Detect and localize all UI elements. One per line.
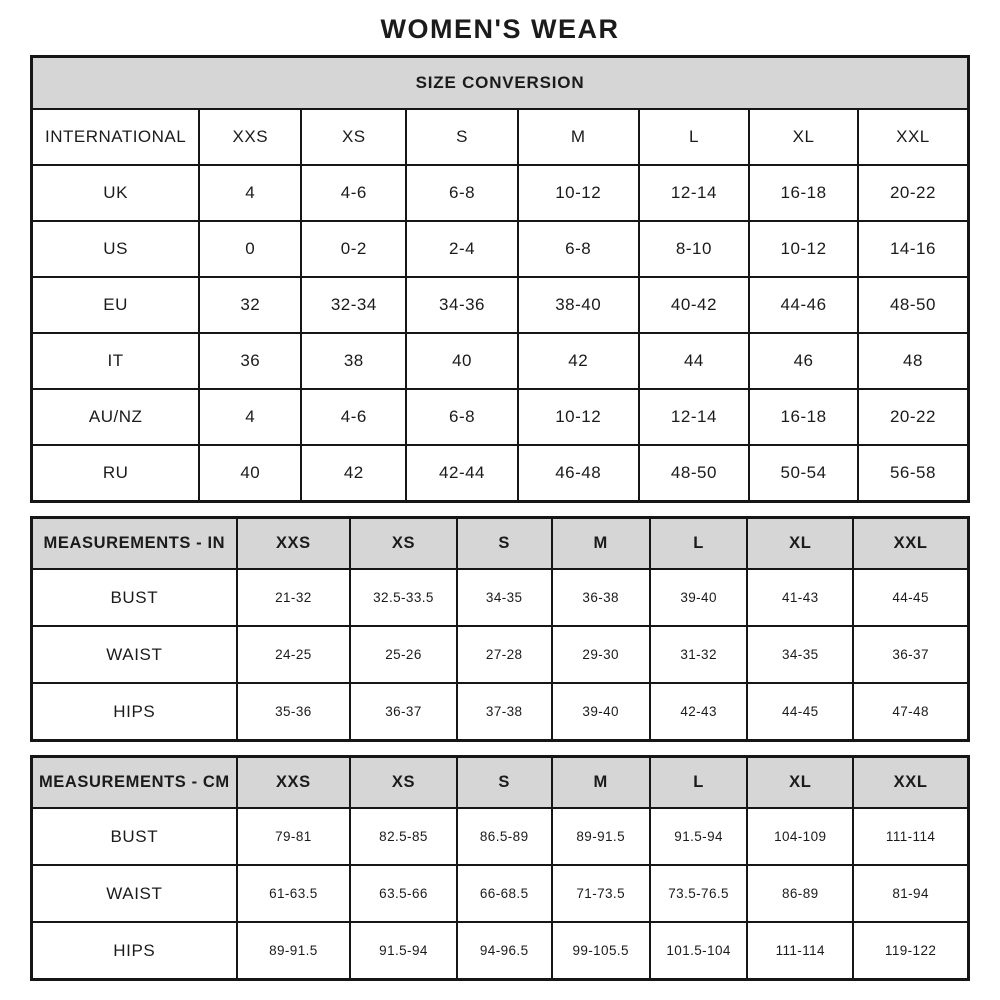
size-cell: 32 (199, 277, 301, 333)
col-header-m: M (518, 109, 639, 165)
size-cell: 38 (301, 333, 406, 389)
measure-cell: 81-94 (853, 865, 968, 922)
measure-cell: 37-38 (457, 683, 552, 741)
measurements-cm-table (30, 755, 970, 981)
measure-cell: 86-89 (747, 865, 853, 922)
measure-cell: 79-81 (237, 808, 350, 865)
col-header-international: INTERNATIONAL (32, 109, 200, 165)
table-row-it (32, 333, 969, 389)
col-header-s: S (406, 109, 518, 165)
size-cell: 42-44 (406, 445, 518, 502)
col-header-l: L (650, 757, 747, 809)
table-row-waist-cm (32, 865, 969, 922)
size-cell: 0-2 (301, 221, 406, 277)
measure-cell: 82.5-85 (350, 808, 457, 865)
col-header-xxs: XXS (237, 757, 350, 809)
measure-cell: 86.5-89 (457, 808, 552, 865)
size-cell: 40-42 (639, 277, 750, 333)
measure-cell: 35-36 (237, 683, 350, 741)
measure-cell: 71-73.5 (552, 865, 650, 922)
page-title: WOMEN'S WEAR (380, 14, 620, 44)
col-header-xs: XS (350, 518, 457, 570)
measure-cell: 73.5-76.5 (650, 865, 747, 922)
row-label-ru: RU (32, 445, 200, 502)
size-cell: 46-48 (518, 445, 639, 502)
row-label-aunz: AU/NZ (32, 389, 200, 445)
size-cell: 20-22 (858, 389, 969, 445)
size-cell: 4-6 (301, 389, 406, 445)
size-cell: 20-22 (858, 165, 969, 221)
col-header-s: S (457, 757, 552, 809)
size-cell: 50-54 (749, 445, 858, 502)
row-label-bust: BUST (32, 808, 237, 865)
measure-cell: 94-96.5 (457, 922, 552, 980)
table-row-hips-cm (32, 922, 969, 980)
measure-cell: 91.5-94 (350, 922, 457, 980)
size-cell: 46 (749, 333, 858, 389)
col-header-xl: XL (747, 518, 853, 570)
column-header-row (32, 109, 969, 165)
size-cell: 4-6 (301, 165, 406, 221)
row-label-hips: HIPS (32, 683, 237, 741)
measure-cell: 39-40 (552, 683, 650, 741)
measure-cell: 36-38 (552, 569, 650, 626)
measure-cell: 34-35 (457, 569, 552, 626)
size-cell: 42 (301, 445, 406, 502)
size-cell: 42 (518, 333, 639, 389)
row-label-uk: UK (32, 165, 200, 221)
row-label-hips: HIPS (32, 922, 237, 980)
size-conversion-table (30, 55, 970, 503)
size-cell: 40 (406, 333, 518, 389)
col-header-xs: XS (350, 757, 457, 809)
measure-cell: 24-25 (237, 626, 350, 683)
measure-cell: 66-68.5 (457, 865, 552, 922)
measure-cell: 36-37 (853, 626, 968, 683)
row-label-eu: EU (32, 277, 200, 333)
measure-cell: 89-91.5 (237, 922, 350, 980)
measure-cell: 61-63.5 (237, 865, 350, 922)
row-label-waist: WAIST (32, 865, 237, 922)
table-row-bust-in (32, 569, 969, 626)
measure-cell: 101.5-104 (650, 922, 747, 980)
size-cell: 0 (199, 221, 301, 277)
size-cell: 8-10 (639, 221, 750, 277)
row-label-bust: BUST (32, 569, 237, 626)
measure-cell: 44-45 (747, 683, 853, 741)
measurements-cm-header: MEASUREMENTS - CM (32, 757, 237, 809)
measure-cell: 111-114 (747, 922, 853, 980)
table-row-eu (32, 277, 969, 333)
measure-cell: 47-48 (853, 683, 968, 741)
table-row-bust-cm (32, 808, 969, 865)
table-row-hips-in (32, 683, 969, 741)
measure-cell: 63.5-66 (350, 865, 457, 922)
size-cell: 10-12 (518, 389, 639, 445)
row-label-waist: WAIST (32, 626, 237, 683)
size-cell: 4 (199, 389, 301, 445)
measurements-in-table (30, 516, 970, 742)
size-cell: 10-12 (749, 221, 858, 277)
size-cell: 32-34 (301, 277, 406, 333)
size-cell: 44-46 (749, 277, 858, 333)
col-header-xxs: XXS (237, 518, 350, 570)
size-cell: 16-18 (749, 389, 858, 445)
col-header-m: M (552, 757, 650, 809)
table-row-aunz (32, 389, 969, 445)
measurements-cm-header-row (32, 757, 969, 809)
size-cell: 10-12 (518, 165, 639, 221)
row-label-us: US (32, 221, 200, 277)
measure-cell: 25-26 (350, 626, 457, 683)
col-header-l: L (650, 518, 747, 570)
col-header-m: M (552, 518, 650, 570)
size-cell: 6-8 (406, 165, 518, 221)
measure-cell: 29-30 (552, 626, 650, 683)
size-cell: 48 (858, 333, 969, 389)
row-label-it: IT (32, 333, 200, 389)
size-cell: 6-8 (406, 389, 518, 445)
col-header-xl: XL (749, 109, 858, 165)
measure-cell: 119-122 (853, 922, 968, 980)
table-row-ru (32, 445, 969, 502)
size-conversion-header: SIZE CONVERSION (32, 57, 969, 110)
page-container (30, 0, 970, 981)
measure-cell: 27-28 (457, 626, 552, 683)
size-cell: 56-58 (858, 445, 969, 502)
measure-cell: 39-40 (650, 569, 747, 626)
size-cell: 4 (199, 165, 301, 221)
measurements-in-header-row (32, 518, 969, 570)
table-row-waist-in (32, 626, 969, 683)
measure-cell: 44-45 (853, 569, 968, 626)
measure-cell: 104-109 (747, 808, 853, 865)
size-cell: 36 (199, 333, 301, 389)
measure-cell: 36-37 (350, 683, 457, 741)
table-row-us (32, 221, 969, 277)
col-header-l: L (639, 109, 750, 165)
col-header-xl: XL (747, 757, 853, 809)
col-header-xs: XS (301, 109, 406, 165)
size-cell: 44 (639, 333, 750, 389)
measure-cell: 42-43 (650, 683, 747, 741)
measure-cell: 41-43 (747, 569, 853, 626)
col-header-xxl: XXL (858, 109, 969, 165)
col-header-xxs: XXS (199, 109, 301, 165)
col-header-s: S (457, 518, 552, 570)
size-cell: 16-18 (749, 165, 858, 221)
size-cell: 6-8 (518, 221, 639, 277)
measurements-in-header: MEASUREMENTS - IN (32, 518, 237, 570)
col-header-xxl: XXL (853, 757, 968, 809)
size-cell: 12-14 (639, 165, 750, 221)
size-cell: 48-50 (639, 445, 750, 502)
measure-cell: 21-32 (237, 569, 350, 626)
size-cell: 40 (199, 445, 301, 502)
size-cell: 48-50 (858, 277, 969, 333)
size-cell: 38-40 (518, 277, 639, 333)
measure-cell: 89-91.5 (552, 808, 650, 865)
measure-cell: 34-35 (747, 626, 853, 683)
size-cell: 34-36 (406, 277, 518, 333)
measure-cell: 31-32 (650, 626, 747, 683)
size-conversion-banner-row (32, 57, 969, 110)
measure-cell: 99-105.5 (552, 922, 650, 980)
size-cell: 12-14 (639, 389, 750, 445)
table-row-uk (32, 165, 969, 221)
size-cell: 14-16 (858, 221, 969, 277)
measure-cell: 32.5-33.5 (350, 569, 457, 626)
size-cell: 2-4 (406, 221, 518, 277)
measure-cell: 91.5-94 (650, 808, 747, 865)
col-header-xxl: XXL (853, 518, 968, 570)
measure-cell: 111-114 (853, 808, 968, 865)
